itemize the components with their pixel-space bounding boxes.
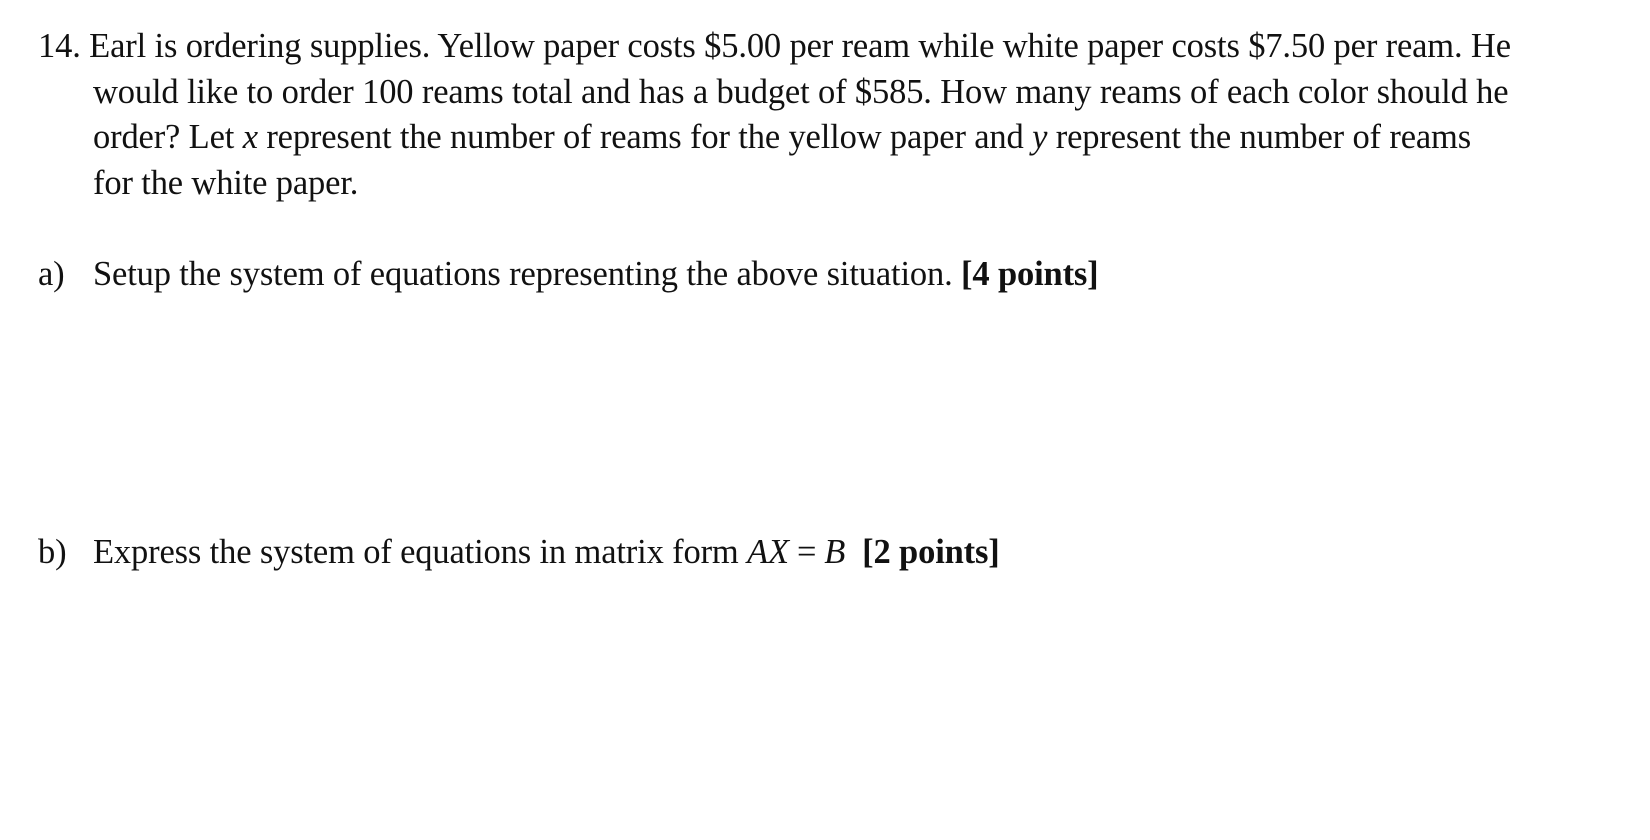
part-a-answer-space[interactable] (93, 305, 1593, 515)
part-a-text: Setup the system of equations representing the above situation. (93, 255, 962, 293)
part-a-label: a) (38, 255, 65, 293)
question-text-line-4: for the white paper. (93, 163, 359, 202)
question-text-line-3b: represent the number of reams for the yellow paper and (257, 118, 1033, 156)
variable-x: x (242, 118, 258, 156)
part-a (38, 252, 1099, 297)
part-b-text: Express the system of equations in matrix form (93, 533, 748, 571)
question-text-line-1: Earl is ordering supplies. Yellow paper costs $5.00 per ream while white paper costs $7.50 per ream. He (89, 27, 1511, 65)
part-a-points: [4 points] (961, 255, 1099, 293)
question-number: 14. (38, 27, 81, 65)
question-text-line-3c: represent the number of reams (1047, 118, 1471, 156)
math-b: B (824, 533, 846, 571)
question-line-3 (38, 115, 1628, 161)
part-b (38, 530, 1000, 575)
math-ax: AX (747, 533, 789, 571)
question-line-1 (38, 24, 1628, 70)
variable-y: y (1032, 118, 1048, 156)
part-b-answer-space[interactable] (93, 585, 1593, 815)
part-b-points: [2 points] (862, 533, 1000, 571)
math-equals: = (796, 533, 817, 571)
question-text-line-2: would like to order 100 reams total and has a budget of $585. How many reams of each color should he (93, 72, 1509, 111)
question-14 (38, 24, 1628, 206)
question-text-line-3a: order? Let (93, 118, 243, 156)
part-b-label: b) (38, 533, 67, 571)
